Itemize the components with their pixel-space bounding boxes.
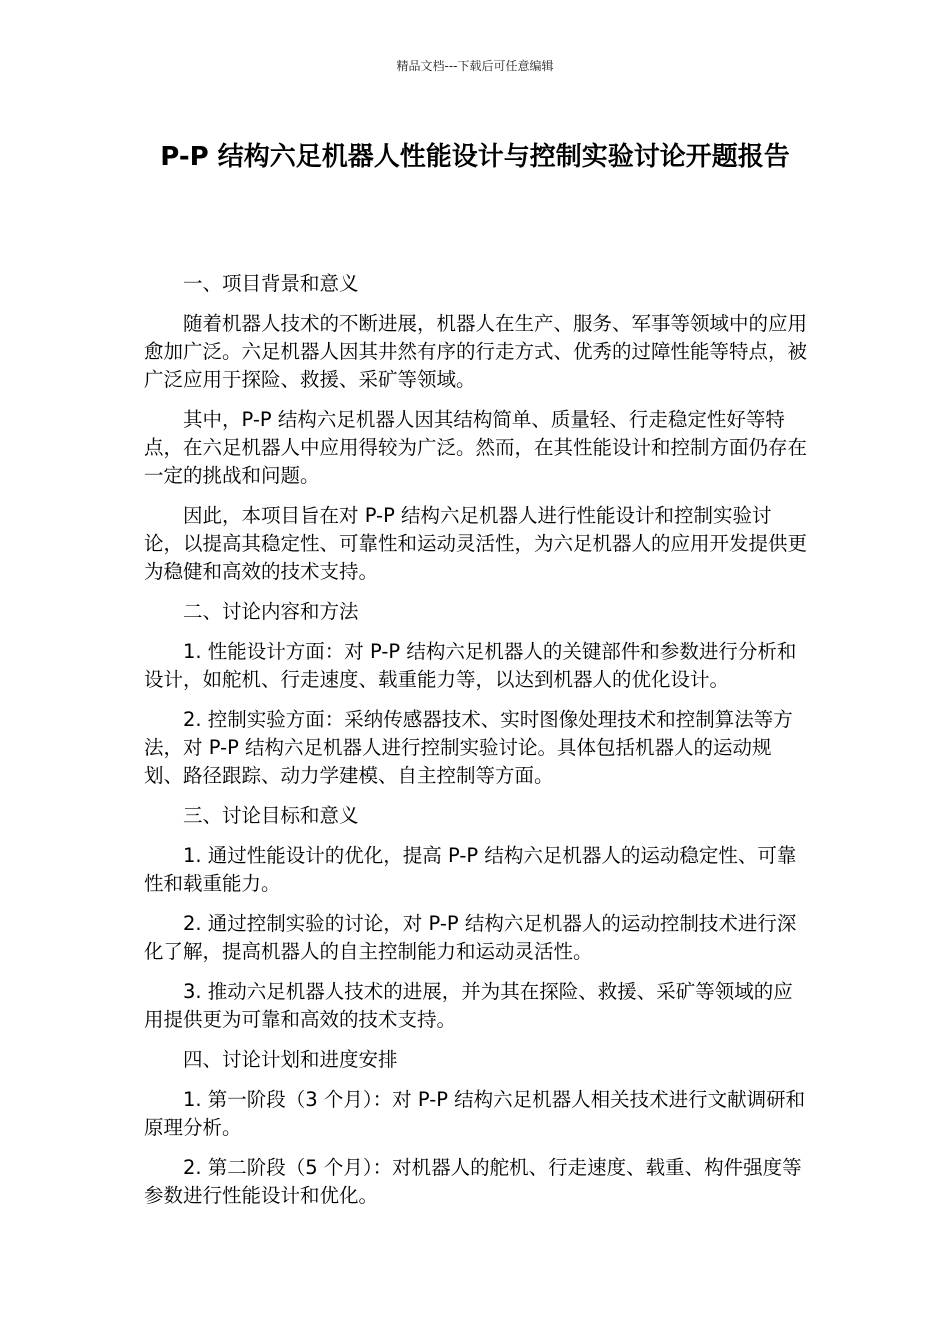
paragraph: 2. 通过控制实验的讨论，对 P-P 结构六足机器人的运动控制技术进行深化了解，提高机器人的自主控制能力和运动灵活性。 bbox=[144, 912, 797, 963]
section-heading: 一、项目背景和意义 bbox=[183, 272, 359, 295]
section-heading: 三、讨论目标和意义 bbox=[183, 804, 359, 827]
document-title: P-P 结构六足机器人性能设计与控制实验讨论开题报告 bbox=[160, 142, 790, 172]
paragraph: 2. 第二阶段（5 个月）：对机器人的舵机、行走速度、载重、构件强度等参数进行性能设计和优化。 bbox=[144, 1156, 802, 1207]
header-note: 精品文档---下载后可任意编辑 bbox=[396, 59, 554, 73]
paragraph: 1. 第一阶段（3 个月）：对 P-P 结构六足机器人相关技术进行文献调研和原理分析。 bbox=[144, 1088, 806, 1139]
paragraph: 因此，本项目旨在对 P-P 结构六足机器人进行性能设计和控制实验讨论，以提高其稳定性、可靠性和运动灵活性，为六足机器人的应用开发提供更为稳健和高效的技术支持。 bbox=[144, 504, 808, 583]
document-body bbox=[144, 270, 808, 1222]
paragraph: 随着机器人技术的不断进展，机器人在生产、服务、军事等领域中的应用愈加广泛。六足机器人因其井然有序的行走方式、优秀的过障性能等特点，被广泛应用于探险、救援、采矿等领域。 bbox=[144, 312, 808, 391]
paragraph: 其中，P-P 结构六足机器人因其结构简单、质量轻、行走稳定性好等特点，在六足机器人中应用得较为广泛。然而，在其性能设计和控制方面仍存在一定的挑战和问题。 bbox=[144, 408, 808, 487]
paragraph: 3. 推动六足机器人技术的进展，并为其在探险、救援、采矿等领域的应用提供更为可靠和高效的技术支持。 bbox=[144, 980, 793, 1031]
paragraph: 2. 控制实验方面：采纳传感器技术、实时图像处理技术和控制算法等方法，对 P-P 结构六足机器人进行控制实验讨论。具体包括机器人的运动规划、路径跟踪、动力学建模、自主控制等方面。 bbox=[144, 708, 793, 787]
paragraph: 1. 通过性能设计的优化，提高 P-P 结构六足机器人的运动稳定性、可靠性和载重能力。 bbox=[144, 844, 797, 895]
section-heading: 二、讨论内容和方法 bbox=[183, 600, 359, 623]
section-heading: 四、讨论计划和进度安排 bbox=[183, 1048, 398, 1071]
paragraph: 1. 性能设计方面：对 P-P 结构六足机器人的关键部件和参数进行分析和设计，如舵机、行走速度、载重能力等，以达到机器人的优化设计。 bbox=[144, 640, 797, 691]
